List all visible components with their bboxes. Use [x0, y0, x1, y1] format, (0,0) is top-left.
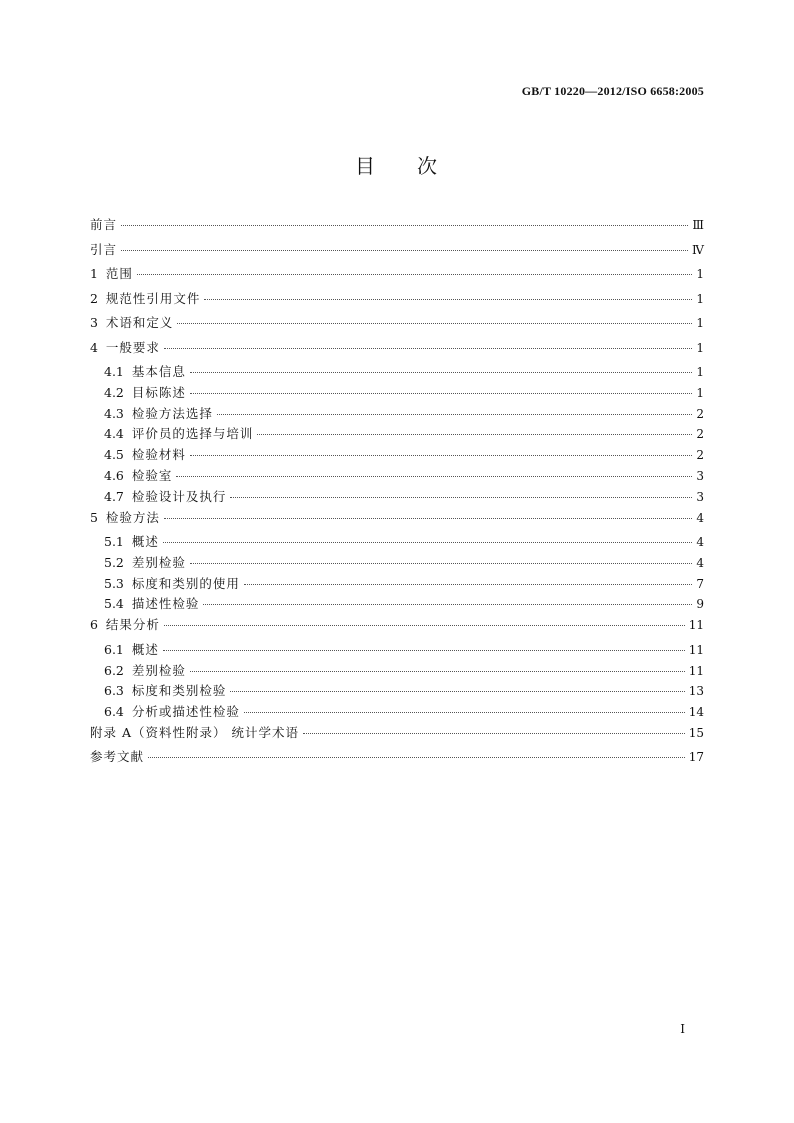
toc-entry-number: 4.3: [104, 405, 132, 421]
toc-entry[interactable]: [90, 240, 704, 265]
standard-number: GB/T 10220—2012/ISO 6658:2005: [521, 84, 704, 98]
toc-entry-number: 4.7: [104, 488, 132, 504]
toc-entry-number: 5.1: [104, 534, 132, 550]
toc-leader-dots: [164, 348, 692, 349]
toc-entry-page: 1: [696, 267, 704, 281]
toc-entry-label: 检验方法选择: [131, 405, 213, 421]
toc-entry[interactable]: [90, 466, 704, 487]
toc-entry-label: 引言: [90, 241, 118, 257]
toc-entry[interactable]: [90, 264, 704, 289]
toc-entry[interactable]: [90, 594, 704, 615]
toc-leader-dots: [204, 299, 692, 300]
toc-entry-page: 7: [696, 576, 704, 591]
toc-entry-number: 5.4: [104, 596, 132, 612]
toc-entry-number: 4.6: [104, 467, 132, 483]
toc-leader-dots: [190, 372, 693, 373]
toc-leader-dots: [244, 712, 685, 713]
toc-leader-dots: [177, 323, 692, 324]
toc-leader-dots: [190, 393, 693, 394]
toc-entry-number: 4.2: [104, 384, 132, 400]
toc-entry-label: 概述: [131, 641, 159, 657]
toc-leader-dots: [230, 691, 684, 692]
toc-entry-number: 3: [90, 315, 106, 330]
toc-entry-label: 一般要求: [105, 339, 160, 355]
toc-entry[interactable]: [90, 404, 704, 425]
toc-leader-dots: [303, 733, 685, 734]
toc-entry-label: 附录 A（资料性附录） 统计学术语: [90, 724, 299, 740]
toc-entry[interactable]: [90, 747, 704, 772]
toc-entry[interactable]: [90, 661, 704, 682]
toc-leader-dots: [257, 434, 692, 435]
toc-entry-number: 6.1: [104, 641, 132, 657]
toc-entry-label: 参考文献: [90, 749, 145, 765]
toc-entry-number: 6.4: [104, 704, 132, 720]
toc-entry-number: 6.3: [104, 683, 132, 699]
toc-entry-page: 4: [696, 510, 704, 525]
toc-entry[interactable]: [90, 553, 704, 574]
toc-entry-label: 差别检验: [131, 662, 186, 678]
toc-leader-dots: [164, 518, 692, 519]
toc-entry-page: 17: [688, 750, 704, 765]
toc-leader-dots: [230, 497, 692, 498]
toc-leader-dots: [203, 604, 692, 605]
toc-entry[interactable]: [90, 445, 704, 466]
toc-leader-dots: [217, 414, 693, 415]
toc-entry[interactable]: [90, 487, 704, 508]
toc-entry[interactable]: [90, 215, 704, 240]
toc-entry[interactable]: [90, 681, 704, 702]
toc-entry-page: 4: [696, 535, 704, 550]
toc-entry-page: 3: [696, 489, 704, 504]
toc-entry-label: 分析或描述性检验: [131, 704, 240, 720]
toc-entry-number: 6: [90, 617, 106, 633]
toc-entry-page: 15: [688, 725, 704, 740]
toc-entry-page: 1: [696, 316, 704, 330]
toc-entry-number: 6.2: [104, 662, 132, 678]
toc-entry-page: 2: [696, 406, 704, 421]
toc-entry[interactable]: [90, 338, 704, 363]
toc-leader-dots: [121, 225, 688, 226]
toc-entry-label: 检验室: [131, 467, 173, 483]
toc-leader-dots: [137, 274, 692, 275]
toc-entry[interactable]: [90, 289, 704, 314]
toc-entry[interactable]: [90, 313, 704, 338]
toc-entry[interactable]: [90, 574, 704, 595]
toc-entry-page: 11: [688, 642, 704, 657]
toc-entry[interactable]: [90, 723, 704, 748]
toc-entry-label: 术语和定义: [105, 315, 174, 330]
title-char-2: 次: [417, 154, 439, 178]
table-of-contents: [90, 215, 704, 772]
toc-entry-page: 1: [696, 291, 704, 306]
toc-entry-label: 评价员的选择与培训: [131, 426, 254, 442]
toc-entry-label: 标度和类别检验: [131, 683, 227, 699]
toc-entry-label: 检验材料: [131, 447, 186, 463]
toc-leader-dots: [163, 650, 685, 651]
toc-entry-page: 4: [696, 555, 704, 570]
toc-leader-dots: [190, 455, 693, 456]
toc-entry-label: 基本信息: [131, 364, 186, 379]
toc-entry-page: 13: [688, 684, 704, 699]
page-title: [0, 150, 794, 179]
toc-entry[interactable]: [90, 532, 704, 553]
toc-leader-dots: [176, 476, 692, 477]
toc-entry-page: Ⅲ: [692, 218, 704, 232]
toc-entry-label: 目标陈述: [131, 384, 186, 400]
toc-leader-dots: [148, 757, 685, 758]
toc-entry-number: 4.4: [104, 426, 132, 442]
toc-entry-number: 5.2: [104, 554, 132, 570]
toc-entry-number: 5.3: [104, 575, 132, 591]
toc-entry-page: 9: [696, 597, 704, 612]
toc-entry[interactable]: [90, 508, 704, 533]
toc-entry[interactable]: [90, 362, 704, 383]
toc-leader-dots: [163, 542, 693, 543]
toc-entry-page: 11: [688, 618, 704, 633]
toc-entry-page: 3: [696, 468, 704, 483]
toc-entry-number: 4: [90, 339, 106, 355]
title-char-1: 目: [355, 154, 377, 178]
toc-entry-label: 检验方法: [105, 509, 160, 525]
toc-entry[interactable]: [90, 424, 704, 445]
toc-entry-page: 11: [688, 663, 704, 678]
toc-entry-label: 检验设计及执行: [131, 488, 227, 504]
toc-leader-dots: [190, 671, 685, 672]
toc-entry-label: 概述: [131, 534, 159, 550]
toc-leader-dots: [164, 625, 685, 626]
toc-leader-dots: [244, 584, 693, 585]
toc-entry-label: 范围: [105, 266, 133, 281]
toc-entry[interactable]: [90, 383, 704, 404]
toc-entry[interactable]: [90, 615, 704, 640]
toc-entry-label: 前言: [90, 217, 118, 232]
toc-entry[interactable]: [90, 702, 704, 723]
toc-entry[interactable]: [90, 640, 704, 661]
toc-entry-number: 2: [90, 290, 106, 306]
toc-entry-label: 描述性检验: [131, 596, 200, 612]
toc-entry-page: 1: [696, 365, 704, 379]
toc-entry-page: 1: [696, 385, 704, 400]
toc-entry-label: 差别检验: [131, 554, 186, 570]
toc-entry-label: 标度和类别的使用: [131, 575, 240, 591]
page-number: Ⅰ: [680, 1022, 685, 1036]
toc-entry-number: 4.1: [104, 364, 132, 379]
toc-entry-label: 规范性引用文件: [105, 290, 201, 306]
toc-entry-page: 2: [696, 427, 704, 442]
toc-entry-page: 14: [688, 705, 704, 720]
toc-entry-number: 1: [90, 266, 106, 281]
toc-entry-number: 4.5: [104, 447, 132, 463]
toc-entry-number: 5: [90, 509, 106, 525]
toc-entry-page: Ⅳ: [692, 242, 704, 257]
toc-leader-dots: [190, 563, 693, 564]
toc-entry-page: 2: [696, 448, 704, 463]
toc-entry-page: 1: [696, 340, 704, 355]
toc-entry-label: 结果分析: [105, 617, 160, 633]
toc-leader-dots: [121, 250, 688, 251]
